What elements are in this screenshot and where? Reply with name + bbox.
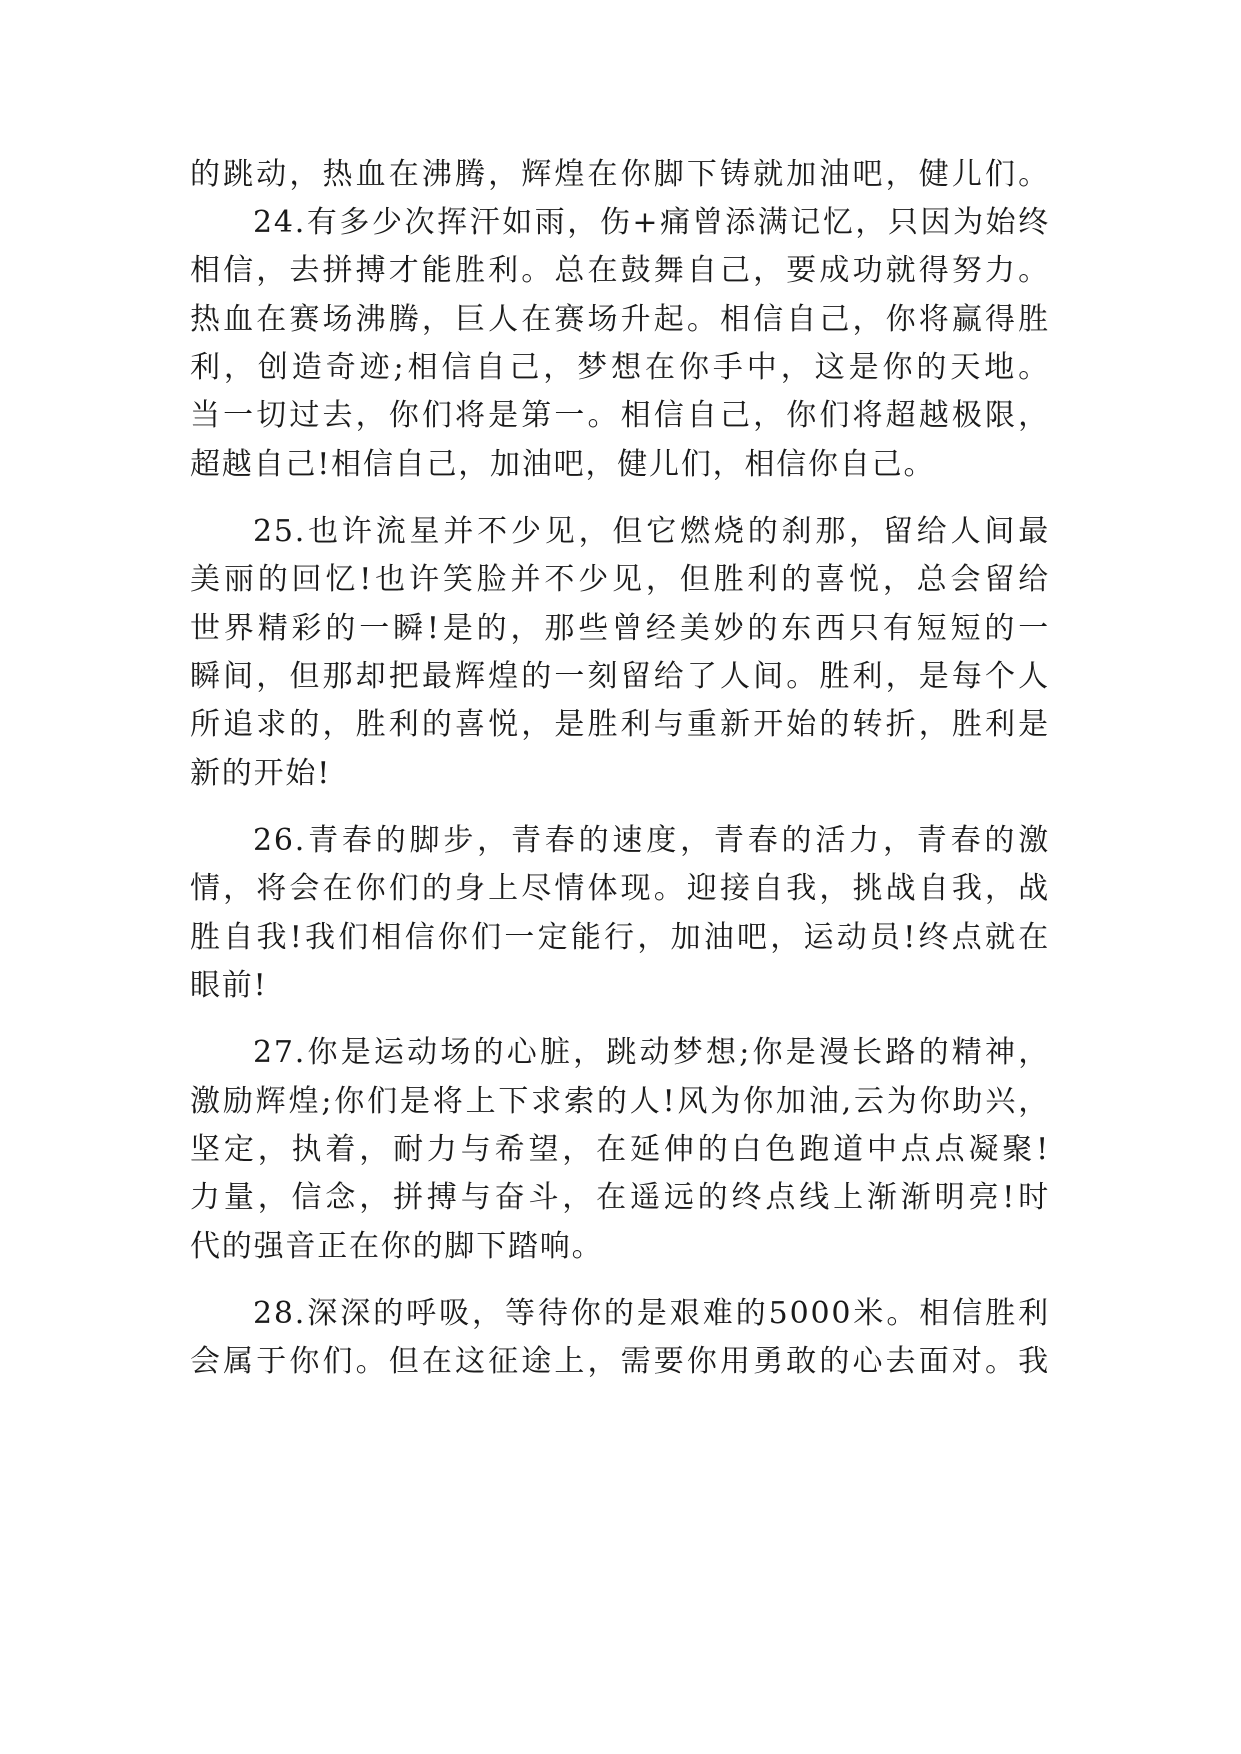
paragraph-24-start: 24.有多少次挥汗如雨，伤+痛曾添满记忆，只因为始终 [253, 205, 1050, 240]
text-line: 坚定，执着，耐力与希望，在延伸的白色跑道中点点凝聚! [190, 1132, 1050, 1167]
text-line: 所追求的，胜利的喜悦，是胜利与重新开始的转折，胜利是 [190, 707, 1050, 742]
text-line: 美丽的回忆!也许笑脸并不少见，但胜利的喜悦，总会留给 [190, 562, 1050, 597]
paragraph-27-start: 27.你是运动场的心脏，跳动梦想;你是漫长路的精神， [253, 1035, 1050, 1070]
text-line: 利，创造奇迹;相信自己，梦想在你手中，这是你的天地。 [190, 350, 1050, 385]
text-line: 会属于你们。但在这征途上，需要你用勇敢的心去面对。我 [190, 1344, 1050, 1379]
paragraph-25-start: 25.也许流星并不少见，但它燃烧的刹那，留给人间最 [253, 514, 1050, 549]
text-line: 情，将会在你们的身上尽情体现。迎接自我，挑战自我，战 [190, 871, 1050, 906]
paragraph-28-start: 28.深深的呼吸，等待你的是艰难的5000米。相信胜利 [253, 1296, 1050, 1331]
text-line: 的跳动，热血在沸腾，辉煌在你脚下铸就加油吧，健儿们。 [190, 157, 1050, 192]
text-line: 激励辉煌;你们是将上下求索的人!风为你加油,云为你助兴， [190, 1084, 1050, 1119]
text-line: 新的开始! [190, 756, 332, 791]
text-line: 热血在赛场沸腾，巨人在赛场升起。相信自己，你将赢得胜 [190, 302, 1050, 337]
text-line: 当一切过去，你们将是第一。相信自己，你们将超越极限， [190, 398, 1050, 433]
text-line: 瞬间，但那却把最辉煌的一刻留给了人间。胜利，是每个人 [190, 659, 1050, 694]
text-line: 眼前! [190, 968, 268, 1003]
text-line: 代的强音正在你的脚下踏响。 [190, 1229, 604, 1264]
text-line: 相信，去拼搏才能胜利。总在鼓舞自己，要成功就得努力。 [190, 253, 1050, 288]
text-line: 世界精彩的一瞬!是的，那些曾经美妙的东西只有短短的一 [190, 611, 1050, 646]
text-line: 力量，信念，拼搏与奋斗，在遥远的终点线上渐渐明亮!时 [190, 1180, 1050, 1215]
paragraph-26-start: 26.青春的脚步，青春的速度，青春的活力，青春的激 [253, 823, 1050, 858]
text-line: 超越自己!相信自己，加油吧，健儿们，相信你自己。 [190, 447, 936, 482]
text-line: 胜自我!我们相信你们一定能行，加油吧，运动员!终点就在 [190, 920, 1050, 955]
